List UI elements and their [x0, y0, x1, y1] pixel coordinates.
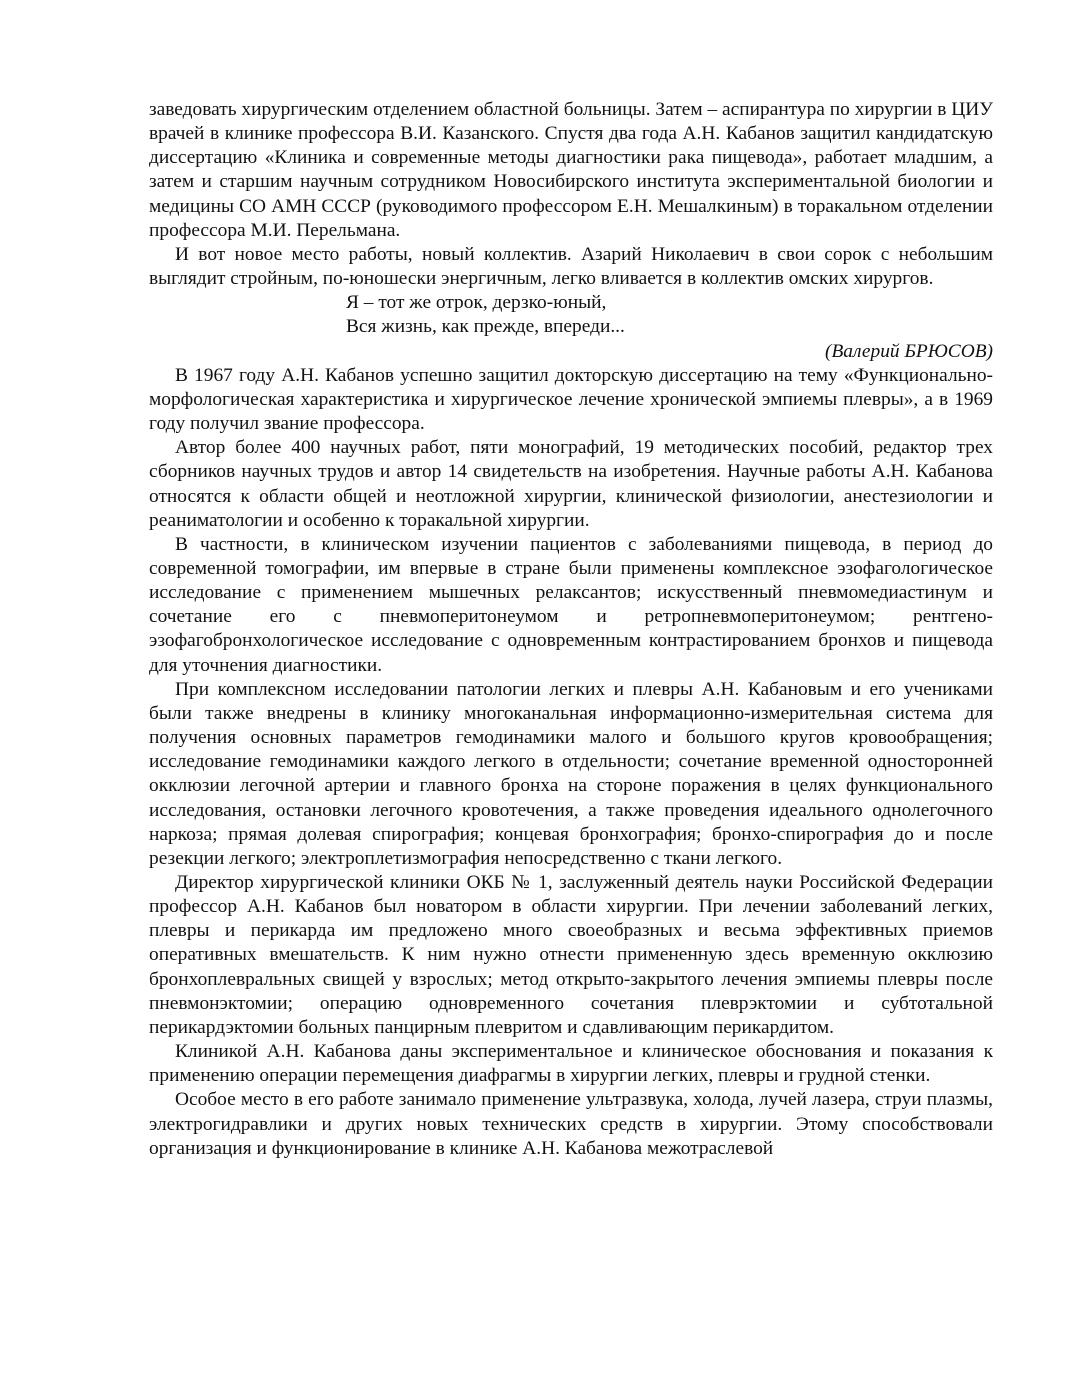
paragraph-publications: Автор более 400 научных работ, пяти монографий, 19 методических пособий, редактор трех сборников научных трудов и автор 14 свидетельств на изобретения. Научные работы А.Н. Кабанова относятся к области общей и неотложной хирургии, клинической физиологии, анестезиологии и реаниматологии и особенно к торакальной хирургии. [149, 437, 993, 531]
paragraph-doctoral-thesis: В 1967 году А.Н. Кабанов успешно защитил докторскую диссертацию на тему «Функционально-морфологическая характеристика и хирургическое лечение хронической эмпиемы плевры», а в 1969 году получил звание профессора. [149, 364, 993, 435]
paragraph-clinic-director: Директор хирургической клиники ОКБ № 1, заслуженный деятель науки Российской Федерации профессор А.Н. Кабанов был новатором в области хирургии. При лечении заболеваний легких, плевры и перикарда им предложено много своеобразных и весьма эффективных приемов оперативных вмешательств. К ним нужно отнести примененную здесь временную окклюзию бронхоплевральных свищей у взрослых; метод открыто-закрытого лечения эмпиемы плевры после пневмонэктомии; операцию одновременного сочетания плеврэктомии и субтотальной перикардэктомии больных панцирным плевритом и сдавливающим перикардитом. [149, 872, 993, 1038]
poem-line: Вся жизнь, как прежде, впереди... [346, 316, 625, 338]
paragraph-diaphragm: Клиникой А.Н. Кабанова даны экспериментальное и клиническое обоснования и показания к применению операции перемещения диафрагмы в хирургии легких, плевры и грудной стенки. [149, 1041, 993, 1087]
paragraph-esophagus-research: В частности, в клиническом изучении пациентов с заболеваниями пищевода, в период до современной томографии, им впервые в стране были применены комплексное эзофагологическое исследование с применением мышечных релаксантов; искусственный пневмомедиастинум и сочетание его с пневмоперитонеумом и ретропневмоперитонеумом; рентгено-эзофагобронхологическое исследование с одновременным контрастированием бронхов и пищевода для уточнения диагностики. [149, 533, 993, 676]
paragraph-continued: заведовать хирургическим отделением областной больницы. Затем – аспирантура по хирургии в ЦИУ врачей в клинике профессора В.И. Казанского. Спустя два года А.Н. Кабанов защитил кандидатскую диссертацию «Клиника и современные методы диагностики рака пищевода», работает младшим, а затем и старшим научным сотрудником Новосибирского института экспериментальной биологии и медицины СО АМН СССР (руководимого профессором Е.Н. Мешалкиным) в торакальном отделении профессора М.И. Перельмана. [149, 99, 993, 241]
poem-quote [346, 291, 993, 339]
poem-author: (Валерий БРЮСОВ) [824, 340, 993, 362]
paragraph-technologies: Особое место в его работе занимало применение ультразвука, холода, лучей лазера, струи плазмы, электрогидравлики и других новых технических средств в хирургии. Этому способствовали организация и функционирование в клинике А.Н. Кабанова межотраслевой [149, 1089, 993, 1159]
paragraph-new-workplace: И вот новое место работы, новый коллектив. Азарий Николаевич в свои сорок с небольшим выглядит стройным, по-юношески энергичным, легко вливается в коллектив омских хирургов. [149, 243, 993, 290]
paragraph-lung-research: При комплексном исследовании патологии легких и плевры А.Н. Кабановым и его учениками были также внедрены в клинику многоканальная информационно-измерительная система для получения основных параметров гемодинамики малого и большого кругов кровообращения; исследование гемодинамики каждого легкого в отдельности; сочетание временной односторонней окклюзии легочной артерии и главного бронха на стороне поражения в целях функционального исследования, остановки легочного кровотечения, а также проведения идеального однолегочного наркоза; прямая долевая спирография; концевая бронхография; бронхо-спирография до и после резекции легкого; электроплетизмография непосредственно с ткани легкого. [149, 678, 993, 869]
document-page [149, 98, 993, 1161]
poem-line: Я – тот же отрок, дерзко-юный, [346, 292, 607, 314]
